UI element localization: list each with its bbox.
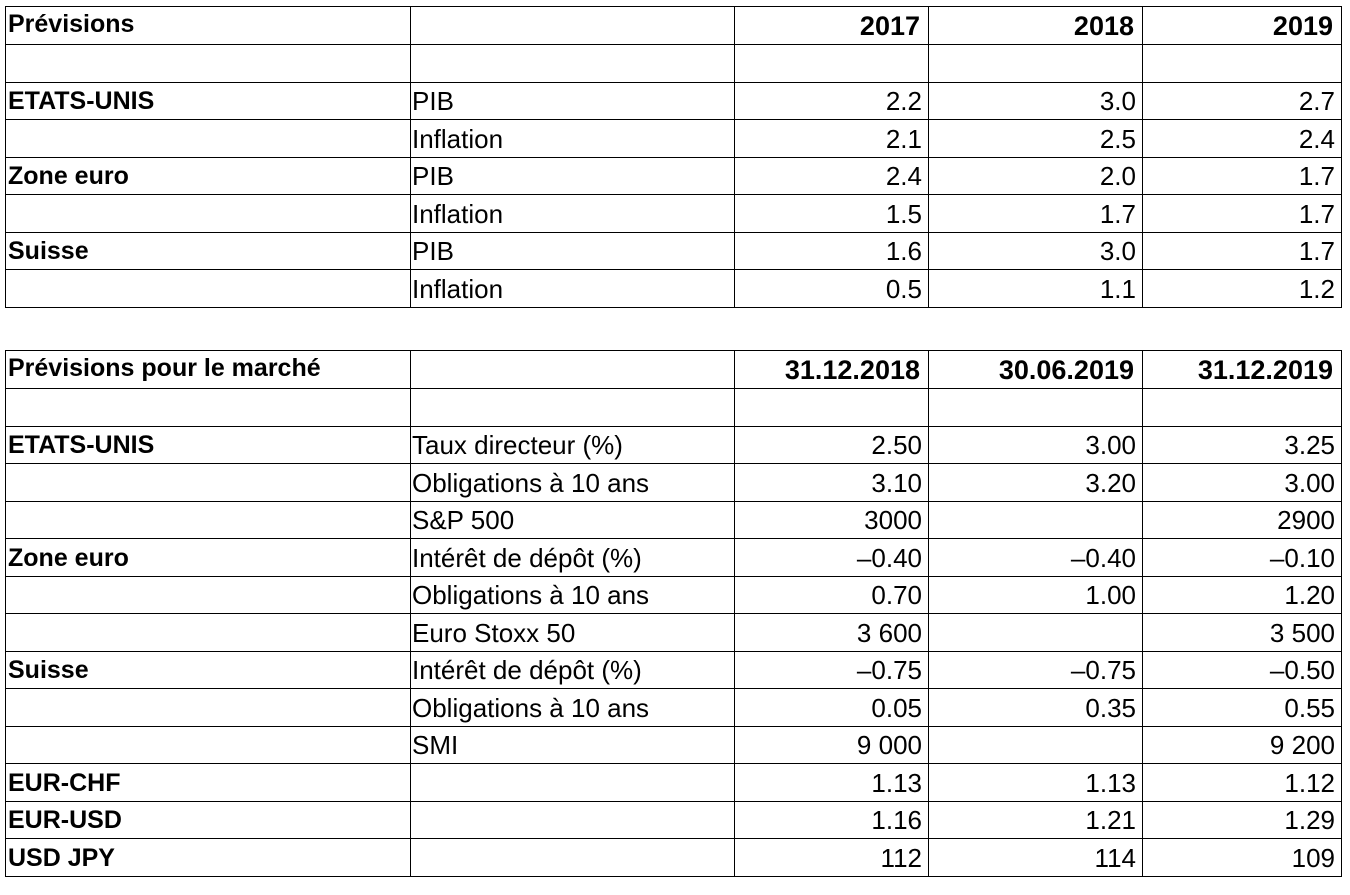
value-cell: 1.13 <box>735 764 929 802</box>
table-row <box>6 764 1342 802</box>
value-cell: –0.40 <box>929 539 1143 577</box>
value-cell <box>735 45 929 83</box>
market-column-header: 30.06.2019 <box>929 351 1143 389</box>
value-cell: 1.6 <box>735 232 929 270</box>
value-cell: 1.7 <box>1143 157 1342 195</box>
row-region-label: EUR-CHF <box>6 764 411 802</box>
value-cell: 1.7 <box>1143 232 1342 270</box>
table-row <box>6 389 1342 427</box>
table-row <box>6 839 1342 877</box>
table-row <box>6 576 1342 614</box>
value-cell: 1.21 <box>929 801 1143 839</box>
value-cell: 3.10 <box>735 464 929 502</box>
value-cell: 9 000 <box>735 726 929 764</box>
forecasts-column-header: 2019 <box>1143 7 1342 45</box>
row-region-label: Zone euro <box>6 539 411 577</box>
value-cell: 0.55 <box>1143 689 1342 727</box>
value-cell: 1.29 <box>1143 801 1342 839</box>
value-cell: 3 500 <box>1143 614 1342 652</box>
row-metric-label: Obligations à 10 ans <box>411 576 735 614</box>
row-region-label: ETATS-UNIS <box>6 426 411 464</box>
table-row <box>6 157 1342 195</box>
table-row <box>6 195 1342 233</box>
row-region-label <box>6 726 411 764</box>
row-region-label: EUR-USD <box>6 801 411 839</box>
value-cell: 0.35 <box>929 689 1143 727</box>
market-table-body <box>6 351 1342 877</box>
market-forecasts-table <box>5 350 1342 877</box>
table-row <box>6 45 1342 83</box>
table-row <box>6 501 1342 539</box>
row-region-label: Suisse <box>6 232 411 270</box>
value-cell: 3000 <box>735 501 929 539</box>
row-metric-label: PIB <box>411 157 735 195</box>
value-cell: 1.2 <box>1143 270 1342 308</box>
value-cell: 2.4 <box>735 157 929 195</box>
row-region-label <box>6 501 411 539</box>
value-cell <box>929 501 1143 539</box>
row-region-label: Suisse <box>6 651 411 689</box>
value-cell: 0.70 <box>735 576 929 614</box>
row-metric-label <box>411 764 735 802</box>
forecasts-table-body <box>6 7 1342 308</box>
table-row <box>6 726 1342 764</box>
row-metric-label: Inflation <box>411 195 735 233</box>
row-metric-label: Euro Stoxx 50 <box>411 614 735 652</box>
table-row <box>6 464 1342 502</box>
row-region-label <box>6 464 411 502</box>
table-row <box>6 270 1342 308</box>
value-cell: 3.25 <box>1143 426 1342 464</box>
market-header-row <box>6 351 1342 389</box>
row-region-label <box>6 195 411 233</box>
value-cell: 2900 <box>1143 501 1342 539</box>
value-cell: 1.5 <box>735 195 929 233</box>
row-metric-label <box>411 839 735 877</box>
row-metric-label: Intérêt de dépôt (%) <box>411 539 735 577</box>
row-region-label: ETATS-UNIS <box>6 82 411 120</box>
value-cell: 1.13 <box>929 764 1143 802</box>
market-header-blank <box>411 351 735 389</box>
row-region-label <box>6 576 411 614</box>
row-metric-label <box>411 801 735 839</box>
row-region-label: Zone euro <box>6 157 411 195</box>
value-cell: 3.0 <box>929 82 1143 120</box>
value-cell: 3.00 <box>1143 464 1342 502</box>
value-cell <box>1143 45 1342 83</box>
value-cell: 2.0 <box>929 157 1143 195</box>
value-cell: 2.5 <box>929 120 1143 158</box>
value-cell: 114 <box>929 839 1143 877</box>
value-cell: 2.7 <box>1143 82 1342 120</box>
row-metric-label: Inflation <box>411 120 735 158</box>
table-row <box>6 232 1342 270</box>
row-metric-label: Obligations à 10 ans <box>411 689 735 727</box>
value-cell <box>929 726 1143 764</box>
market-title: Prévisions pour le marché <box>6 351 411 389</box>
value-cell: 0.5 <box>735 270 929 308</box>
value-cell: –0.75 <box>929 651 1143 689</box>
table-row <box>6 801 1342 839</box>
forecasts-header-blank <box>411 7 735 45</box>
value-cell: 2.1 <box>735 120 929 158</box>
value-cell <box>929 614 1143 652</box>
row-metric-label <box>411 45 735 83</box>
value-cell: 3.00 <box>929 426 1143 464</box>
table-row <box>6 82 1342 120</box>
forecasts-title: Prévisions <box>6 7 411 45</box>
row-metric-label: Intérêt de dépôt (%) <box>411 651 735 689</box>
value-cell: 1.00 <box>929 576 1143 614</box>
row-region-label: USD JPY <box>6 839 411 877</box>
value-cell <box>735 389 929 427</box>
row-metric-label: Inflation <box>411 270 735 308</box>
row-metric-label <box>411 389 735 427</box>
table-row <box>6 614 1342 652</box>
table-row <box>6 689 1342 727</box>
table-row <box>6 120 1342 158</box>
value-cell <box>929 389 1143 427</box>
row-metric-label: PIB <box>411 82 735 120</box>
row-metric-label: SMI <box>411 726 735 764</box>
value-cell: 1.16 <box>735 801 929 839</box>
row-region-label <box>6 389 411 427</box>
value-cell: 1.7 <box>929 195 1143 233</box>
value-cell: 2.50 <box>735 426 929 464</box>
value-cell: 1.12 <box>1143 764 1342 802</box>
value-cell: 9 200 <box>1143 726 1342 764</box>
row-metric-label: PIB <box>411 232 735 270</box>
forecasts-header-row <box>6 7 1342 45</box>
value-cell: 109 <box>1143 839 1342 877</box>
value-cell: 1.20 <box>1143 576 1342 614</box>
forecasts-column-header: 2018 <box>929 7 1143 45</box>
value-cell: 3 600 <box>735 614 929 652</box>
market-column-header: 31.12.2018 <box>735 351 929 389</box>
row-region-label <box>6 689 411 727</box>
row-metric-label: Obligations à 10 ans <box>411 464 735 502</box>
value-cell: 3.20 <box>929 464 1143 502</box>
row-region-label <box>6 270 411 308</box>
value-cell: 0.05 <box>735 689 929 727</box>
forecasts-table <box>5 6 1342 308</box>
row-region-label <box>6 45 411 83</box>
value-cell: –0.10 <box>1143 539 1342 577</box>
value-cell: 3.0 <box>929 232 1143 270</box>
row-region-label <box>6 614 411 652</box>
value-cell: 2.2 <box>735 82 929 120</box>
value-cell: 112 <box>735 839 929 877</box>
row-metric-label: Taux directeur (%) <box>411 426 735 464</box>
value-cell: 1.7 <box>1143 195 1342 233</box>
value-cell: –0.50 <box>1143 651 1342 689</box>
row-region-label <box>6 120 411 158</box>
table-row <box>6 539 1342 577</box>
value-cell: 1.1 <box>929 270 1143 308</box>
table-row <box>6 651 1342 689</box>
forecasts-column-header: 2017 <box>735 7 929 45</box>
table-row <box>6 426 1342 464</box>
value-cell: –0.75 <box>735 651 929 689</box>
row-metric-label: S&P 500 <box>411 501 735 539</box>
market-column-header: 31.12.2019 <box>1143 351 1342 389</box>
value-cell <box>929 45 1143 83</box>
value-cell: –0.40 <box>735 539 929 577</box>
value-cell <box>1143 389 1342 427</box>
value-cell: 2.4 <box>1143 120 1342 158</box>
